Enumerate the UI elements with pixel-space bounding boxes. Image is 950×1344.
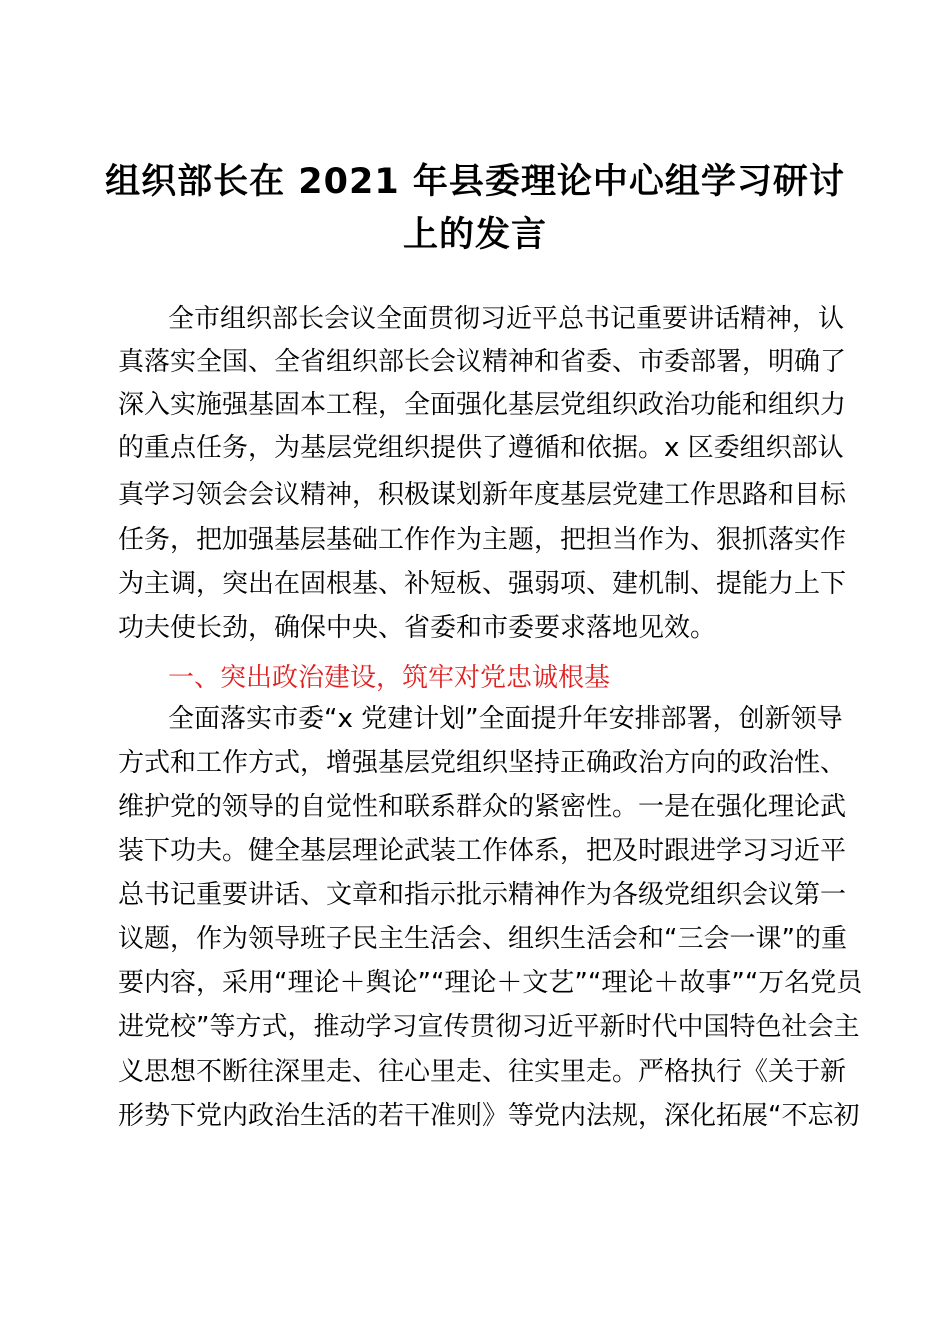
document-title-line-2: 上的发言 xyxy=(402,215,547,255)
paragraph-line: 义思想不断往深里走、往心里走、往实里走。严格执行《关于新 xyxy=(118,1057,847,1087)
paragraph-line: 为主调，突出在固根基、补短板、强弱项、建机制、提能力上下 xyxy=(118,569,847,599)
paragraph-line: 功夫使长劲，确保中央、省委和市委要求落地见效。 xyxy=(118,613,717,643)
paragraph-line: 总书记重要讲话、文章和指示批示精神作为各级党组织会议第一 xyxy=(118,880,847,910)
paragraph-line: 全市组织部长会议全面贯彻习近平总书记重要讲话精神，认 xyxy=(168,304,845,334)
paragraph-line: 装下功夫。健全基层理论武装工作体系，把及时跟进学习习近平 xyxy=(118,836,847,866)
paragraph-line: 任务，把加强基层基础工作作为主题，把担当作为、狠抓落实作 xyxy=(118,525,847,555)
paragraph-line: 深入实施强基固本工程，全面强化基层党组织政治功能和组织力 xyxy=(118,390,847,420)
document-title-line-1: 组织部长在 2021 年县委理论中心组学习研讨 xyxy=(105,162,845,202)
paragraph-line: 真学习领会会议精神，积极谋划新年度基层党建工作思路和目标 xyxy=(118,480,847,510)
paragraph-line: 要内容，采用“理论＋舆论”“理论＋文艺”“理论＋故事”“万名党员 xyxy=(118,968,863,998)
paragraph-line: 形势下党内政治生活的若干准则》等党内法规，深化拓展“不忘初 xyxy=(118,1101,860,1131)
paragraph-line: 真落实全国、全省组织部长会议精神和省委、市委部署，明确了 xyxy=(118,347,847,377)
section-heading-1: 一、突出政治建设，筑牢对党忠诚根基 xyxy=(168,663,611,693)
paragraph-line: 议题，作为领导班子民主生活会、组织生活会和“三会一课”的重 xyxy=(118,924,847,954)
paragraph-line: 的重点任务，为基层党组织提供了遵循和依据。x 区委组织部认 xyxy=(118,433,844,463)
paragraph-line: 方式和工作方式，增强基层党组织坚持正确政治方向的政治性、 xyxy=(118,748,847,778)
paragraph-line: 全面落实市委“x 党建计划”全面提升年安排部署，创新领导 xyxy=(168,704,843,734)
paragraph-line: 维护党的领导的自觉性和联系群众的紧密性。一是在强化理论武 xyxy=(118,792,847,822)
paragraph-line: 进党校”等方式，推动学习宣传贯彻习近平新时代中国特色社会主 xyxy=(118,1012,860,1042)
